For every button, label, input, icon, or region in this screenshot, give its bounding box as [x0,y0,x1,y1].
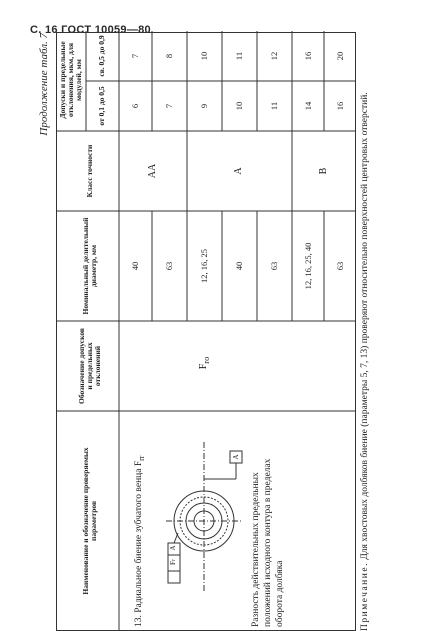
class-b: В [317,167,329,175]
row-7-tol-a: 16 [334,101,345,111]
diagram-label-a: А [169,545,178,551]
note-lead: Примечание. [360,562,370,631]
col-header-name: Наименование и обозначение проверяемых параметров [81,447,98,595]
row-2-tol-b: 8 [164,53,175,59]
col-header-tol-a: от 0,1 до 0,5 [97,86,107,126]
class-a: А [233,167,245,175]
row-3-tol-b: 10 [199,51,210,61]
row-7-tol-b: 20 [334,51,345,61]
row-4-diameter: 40 [234,261,245,271]
row-2-diameter: 63 [164,261,175,271]
diagram-label-fr: F r [169,559,178,565]
col-header-designation: Обозначение допусков и предельных отклонений [77,328,102,404]
row-7-diameter: 63 [334,261,345,271]
row-4-tol-b: 11 [234,51,245,61]
row13-title: 13. Радиальное биение зубчатого венца $F_{rr}$ [134,455,146,627]
row-3-diameter: 12, 16, 25 [199,249,210,283]
row-5-tol-a: 11 [269,101,280,111]
row-1-tol-b: 7 [130,53,141,59]
row-2-tol-a: 7 [164,103,175,109]
diagram-label-a2: А [232,454,241,460]
row-5-tol-b: 12 [269,51,280,61]
row-3-tol-a: 9 [199,103,210,109]
row-5-diameter: 63 [269,261,280,271]
page-header: С. 16 ГОСТ 10059—80 [30,24,151,36]
row-6-tol-b: 16 [302,51,313,61]
col-header-tolerance: Допуски и предельные отклонения, мкм, для модулей, мм [58,41,83,119]
col-header-diameter: Номинальный делительный диаметр, мм [81,217,98,315]
row-4-tol-a: 10 [234,101,245,111]
class-aa: АА [146,163,158,179]
continuation-label: Продолжение табл. 7 [38,33,50,136]
row-1-diameter: 40 [130,261,141,271]
rotated-table-stage [38,31,398,631]
table-note [360,33,372,631]
designation-symbol: $F_{ro}$ [198,356,211,370]
row-6-diameter: 12, 16, 25, 40 [302,242,313,290]
note-text: Для хвостовых долбяков биение (параметры 5, 7, 13) проверяют относительно поверхностей центровых отверстий. [360,92,370,563]
row-diff-title: Разность действительных предельных положений исходного контура в пределах оборота долбяка [251,458,285,627]
row-1-tol-a: 6 [130,103,141,109]
col-header-tol-b: св. 0,5 до 0,9 [97,35,107,77]
col-header-class: Класс точности [85,144,95,198]
row-6-tol-a: 14 [302,101,313,111]
